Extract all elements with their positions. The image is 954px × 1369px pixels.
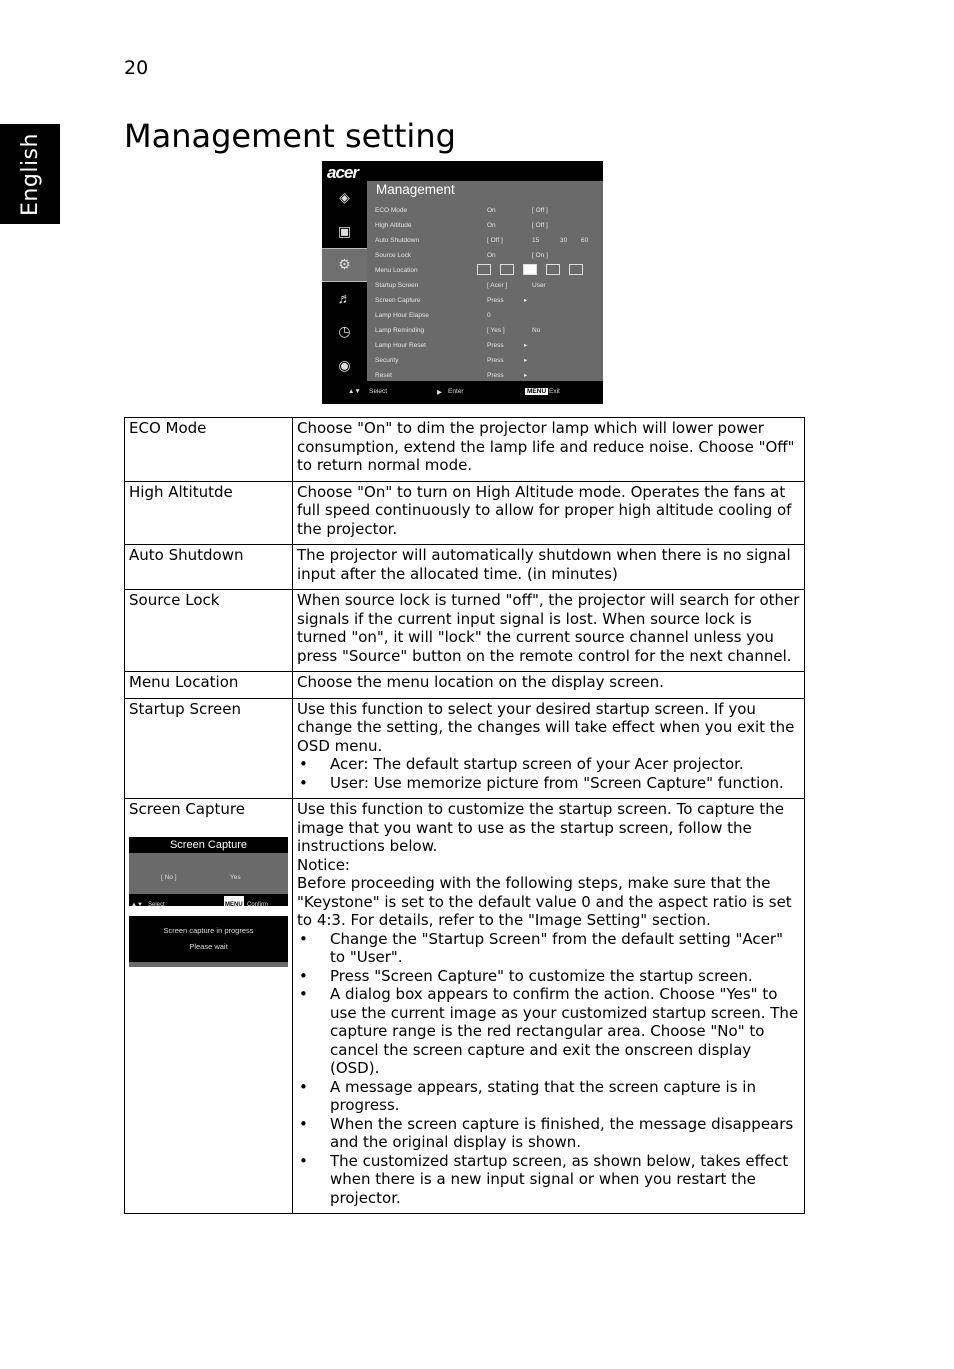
osd-menu-row[interactable] <box>367 278 603 293</box>
list-item: • Acer: The default startup screen of your Acer projector. <box>297 755 800 774</box>
language-tab <box>0 124 60 224</box>
setting-description-text: Use this function to select your desired startup screen. If you change the setting, the changes will take effect when you exit the OSD menu. <box>297 699 795 755</box>
osd-row-label: Menu Location <box>375 267 418 274</box>
osd-management-menu <box>322 161 603 404</box>
setting-label: ECO Mode <box>125 418 293 482</box>
list-item: • Change the "Startup Screen" from the default setting "Acer" to "User". <box>297 930 800 967</box>
notice-text: Before proceeding with the following steps, make sure that the "Keystone" is set to the default value 0 and the aspect ratio is set to 4:3. For details, refer to the "Image Setting" section. <box>297 874 792 929</box>
capture-footer-select: Select <box>148 901 165 908</box>
osd-row-label: Reset <box>375 372 392 379</box>
right-arrow-icon: ▶ <box>437 389 442 396</box>
setting-description-text: Use this function to customize the startup screen. To capture the image that you want to use as the startup screen, follow the instructions below. <box>297 800 784 855</box>
table-row <box>125 590 805 672</box>
setting-label-cell <box>125 799 293 1214</box>
bullet-list <box>297 930 800 1208</box>
screen-capture-dialog <box>129 837 288 906</box>
timer-icon: ◷ <box>338 323 351 340</box>
osd-row-value: On <box>487 222 496 229</box>
list-item: • Press "Screen Capture" to customize the startup screen. <box>297 967 800 986</box>
osd-row-option: [ On ] <box>532 252 548 259</box>
menu-location-option-icon[interactable] <box>546 264 560 275</box>
setting-label: Startup Screen <box>125 698 293 799</box>
osd-menu-row[interactable] <box>367 338 603 353</box>
menu-location-option-icon[interactable] <box>569 264 583 275</box>
settings-table <box>124 417 805 1214</box>
osd-row-option: 60 <box>581 237 589 244</box>
osd-row-value: Press <box>487 357 504 364</box>
list-item: • A dialog box appears to confirm the action. Choose "Yes" to use the current image as your customized startup screen. The capture range is the red rectangular area. Choose "No" to cancel the screen capture and exit the onscreen display (OSD). <box>297 985 800 1078</box>
osd-menu-row[interactable] <box>367 248 603 263</box>
setting-description: Choose the menu location on the display screen. <box>293 672 805 699</box>
osd-row-label: Source Lock <box>375 252 412 259</box>
capture-progress-line2: Please wait <box>189 941 228 951</box>
osd-row-value: Press <box>487 372 504 379</box>
osd-row-label: ECO Mode <box>375 207 408 214</box>
osd-row-value: On <box>487 252 496 259</box>
menu-location-option-icon[interactable] <box>523 264 537 275</box>
language-icon: ◉ <box>338 356 351 373</box>
osd-row-value: On <box>487 207 496 214</box>
osd-footer-select: Select <box>369 388 388 395</box>
osd-menu-row[interactable] <box>367 368 603 383</box>
list-item: • A message appears, stating that the screen capture is in progress. <box>297 1078 800 1115</box>
osd-row-label: Lamp Reminding <box>375 327 425 334</box>
osd-row-value: [ Acer ] <box>487 282 508 289</box>
capture-footer-confirm: Confirm <box>247 901 269 908</box>
language-tab-label: English <box>17 132 43 216</box>
setting-description <box>293 799 805 1214</box>
table-row <box>125 545 805 590</box>
updown-arrows-icon: ▲▼ <box>131 901 143 908</box>
osd-row-value: 0 <box>487 312 491 319</box>
right-arrow-icon: ▸ <box>524 342 528 349</box>
menu-location-option-icon[interactable] <box>500 264 514 275</box>
color-palette-icon: ◈ <box>339 189 350 206</box>
capture-yes-option: Yes <box>230 873 241 881</box>
osd-footer <box>322 385 603 400</box>
page-title: Management setting <box>124 117 456 155</box>
osd-row-option: User <box>532 282 546 289</box>
setting-description: When source lock is turned "off", the projector will search for other signals if the current input signal is lost. When source lock is turned "on", it will "lock" the current source channel unless you press "Source" button on the remote control for the next channel. <box>293 590 805 672</box>
capture-dialog-title: Screen Capture <box>129 837 288 853</box>
osd-row-value: Press <box>487 297 504 304</box>
osd-row-label: Security <box>375 357 399 364</box>
page-number: 20 <box>124 57 149 79</box>
updown-arrows-icon: ▲▼ <box>348 388 361 395</box>
list-item: • The customized startup screen, as shown below, takes effect when there is a new input signal or when you restart the projector. <box>297 1152 800 1208</box>
table-row <box>125 418 805 482</box>
table-row <box>125 481 805 545</box>
setting-description: The projector will automatically shutdown when there is no signal input after the allocated time. (in minutes) <box>293 545 805 590</box>
osd-row-label: Auto Shutdown <box>375 237 420 244</box>
osd-row-label: High Altitude <box>375 222 412 229</box>
right-arrow-icon: ▸ <box>524 372 528 379</box>
osd-menu-row[interactable] <box>367 308 603 323</box>
right-arrow-icon: ▸ <box>524 357 528 364</box>
osd-row-value: [ Yes ] <box>487 327 505 334</box>
osd-row-option: [ Off ] <box>532 207 548 214</box>
osd-row-label: Screen Capture <box>375 297 421 304</box>
table-row <box>125 799 805 1214</box>
osd-menu-row[interactable] <box>367 323 603 338</box>
osd-footer-enter: Enter <box>448 388 464 395</box>
setting-description <box>293 698 805 799</box>
image-icon: ▣ <box>337 222 352 239</box>
osd-menu-row[interactable] <box>367 293 603 308</box>
setting-label: Menu Location <box>125 672 293 699</box>
list-item: • When the screen capture is finished, the message disappears and the original display is shown. <box>297 1115 800 1152</box>
osd-row-label: Lamp Hour Elapse <box>375 312 429 319</box>
speaker-icon: ♬ <box>337 290 352 307</box>
setting-description: Choose "On" to dim the projector lamp which will lower power consumption, extend the lamp life and reduce noise. Choose "Off" to return normal mode. <box>293 418 805 482</box>
right-arrow-icon: ▸ <box>524 297 528 304</box>
setting-description: Choose "On" to turn on High Altitude mode. Operates the fans at full speed continuously to allow for proper high altitude cooling of the projector. <box>293 481 805 545</box>
osd-menu-row[interactable] <box>367 203 603 218</box>
osd-row-option: 15 <box>532 237 540 244</box>
setting-label: Source Lock <box>125 590 293 672</box>
osd-menu-row[interactable] <box>367 218 603 233</box>
osd-row-option: No <box>532 327 541 334</box>
osd-sidebar <box>322 181 367 382</box>
management-wrench-icon: ⚙ <box>322 248 367 282</box>
osd-row-option: 30 <box>560 237 568 244</box>
setting-label: Screen Capture <box>129 800 245 818</box>
table-row <box>125 698 805 799</box>
menu-key-icon: MENU <box>527 388 547 395</box>
capture-progress-line1: Screen capture in progress <box>163 925 254 935</box>
osd-row-value: [ Off ] <box>487 237 503 244</box>
osd-row-label: Lamp Hour Reset <box>375 342 426 349</box>
capture-progress-message <box>129 916 288 967</box>
bullet-list <box>297 755 800 792</box>
osd-menu-row[interactable] <box>367 263 603 278</box>
table-row <box>125 672 805 699</box>
osd-title: Management <box>376 182 455 197</box>
capture-no-option: [ No ] <box>161 873 177 881</box>
osd-panel <box>367 181 603 381</box>
osd-row-value: Press <box>487 342 504 349</box>
acer-logo: acer <box>327 163 358 182</box>
setting-label: High Altitutde <box>125 481 293 545</box>
menu-location-option-icon[interactable] <box>477 264 491 275</box>
menu-key-icon: MENU <box>224 896 244 915</box>
setting-label: Auto Shutdown <box>125 545 293 590</box>
osd-row-label: Startup Screen <box>375 282 419 289</box>
osd-menu-row[interactable] <box>367 233 603 248</box>
list-item: • User: Use memorize picture from "Screen Capture" function. <box>297 774 800 793</box>
osd-menu-row[interactable] <box>367 353 603 368</box>
osd-footer-exit: Exit <box>549 388 560 395</box>
notice-label: Notice: <box>297 855 350 874</box>
osd-row-option: [ Off ] <box>532 222 548 229</box>
